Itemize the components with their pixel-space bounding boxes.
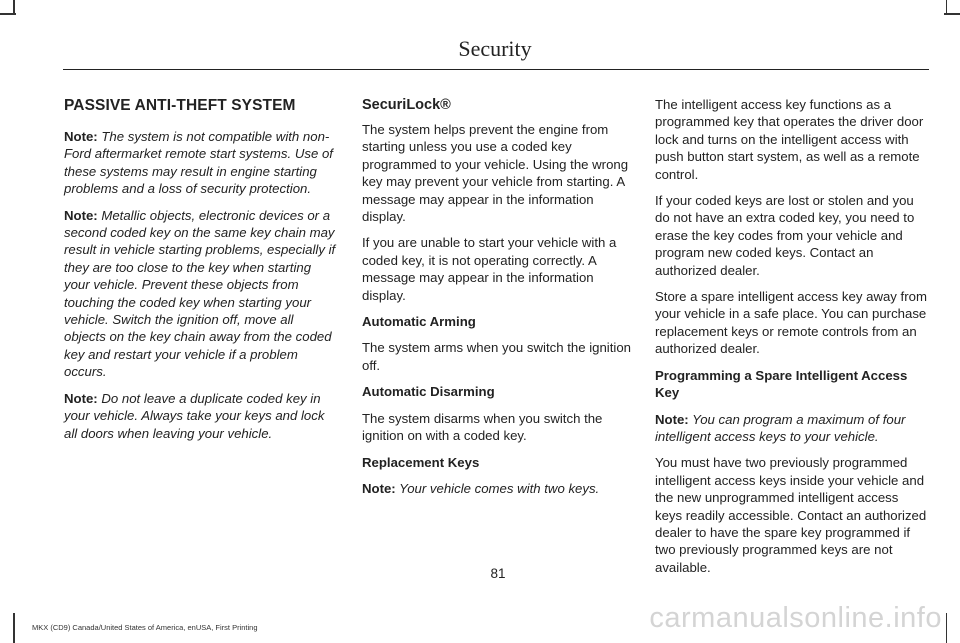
minor-heading: Programming a Spare Intelligent Access Key bbox=[655, 367, 908, 401]
column-right bbox=[655, 96, 929, 585]
note-label: Note: bbox=[64, 129, 98, 144]
note-text: Do not leave a duplicate coded key in your vehicle. Always take your keys and lock all doors when leaving your vehicle. bbox=[64, 390, 325, 441]
body-paragraph: The system helps prevent the engine from starting unless you use a coded key programmed to your vehicle. Using the wrong key may prevent your vehicle from starting. A message may appear in the information display. bbox=[362, 122, 629, 225]
body-paragraph: The intelligent access key functions as a programmed key that operates the driver door lock and turns on the intelligent access with push button start system, as well as a remote control. bbox=[655, 97, 924, 182]
note-text: Your vehicle comes with two keys. bbox=[395, 480, 600, 496]
note-paragraph bbox=[655, 411, 929, 446]
body-paragraph: If you are unable to start your vehicle with a coded key, it is not operating correctly. A message may appear in the information display. bbox=[362, 235, 617, 303]
column-middle bbox=[362, 96, 634, 506]
note-paragraph bbox=[64, 128, 338, 198]
note-text: Metallic objects, electronic devices or a second coded key on the same key chain may result in vehicle starting problems, especially if they are too close to the key when starting your vehicle. Prevent these objects from touching the coded key when starting your vehicle. Switch the ignition off, move all objects on the key chain away from the coded key and restart your vehicle if a problem occurs. bbox=[64, 207, 336, 380]
section-heading: PASSIVE ANTI-THEFT SYSTEM bbox=[64, 97, 296, 114]
body-paragraph: The system disarms when you switch the ignition on with a coded key. bbox=[362, 410, 603, 444]
crop-mark bbox=[946, 613, 948, 643]
body-paragraph: Store a spare intelligent access key away from your vehicle in a safe place. You can purchase replacement keys or remote controls from an authorized dealer. bbox=[655, 289, 927, 357]
page-number: 81 bbox=[490, 566, 506, 581]
note-label: Note: bbox=[655, 411, 689, 427]
minor-heading: Replacement Keys bbox=[362, 454, 480, 470]
note-paragraph bbox=[64, 390, 338, 442]
note-label: Note: bbox=[64, 390, 98, 406]
watermark: carmanualsonline.info bbox=[649, 602, 942, 634]
crop-mark bbox=[946, 0, 948, 15]
subsection-heading: SecuriLock® bbox=[362, 97, 451, 113]
note-text: You can program a maximum of four intelligent access keys to your vehicle. bbox=[655, 411, 906, 444]
page-title: Security bbox=[458, 36, 532, 61]
crop-mark bbox=[13, 613, 15, 643]
minor-heading: Automatic Arming bbox=[362, 314, 476, 330]
note-label: Note: bbox=[64, 207, 98, 223]
body-paragraph: The system arms when you switch the ignition off. bbox=[362, 340, 631, 373]
header-divider bbox=[63, 69, 929, 70]
minor-heading: Automatic Disarming bbox=[362, 384, 495, 400]
footer-text: MKX (CD9) Canada/United States of America, enUSA, First Printing bbox=[32, 623, 258, 632]
body-paragraph: You must have two previously programmed intelligent access keys inside your vehicle and the new unprogrammed intelligent access keys readily accessible. Contact an authorized dealer to have the spare key programmed if two previously programmed keys are not available. bbox=[655, 455, 927, 575]
note-paragraph bbox=[64, 207, 338, 381]
body-paragraph: If your coded keys are lost or stolen and you do not have an extra coded key, you need to erase the key codes from your vehicle and program new coded keys. Contact an authorized dealer. bbox=[655, 193, 915, 278]
crop-mark bbox=[13, 0, 15, 15]
note-paragraph bbox=[362, 480, 634, 497]
note-text: The system is not compatible with non-Ford aftermarket remote start systems. Use of these systems may result in engine starting problems and a loss of security protection. bbox=[64, 129, 333, 197]
column-left bbox=[64, 96, 338, 451]
note-label: Note: bbox=[362, 480, 396, 496]
